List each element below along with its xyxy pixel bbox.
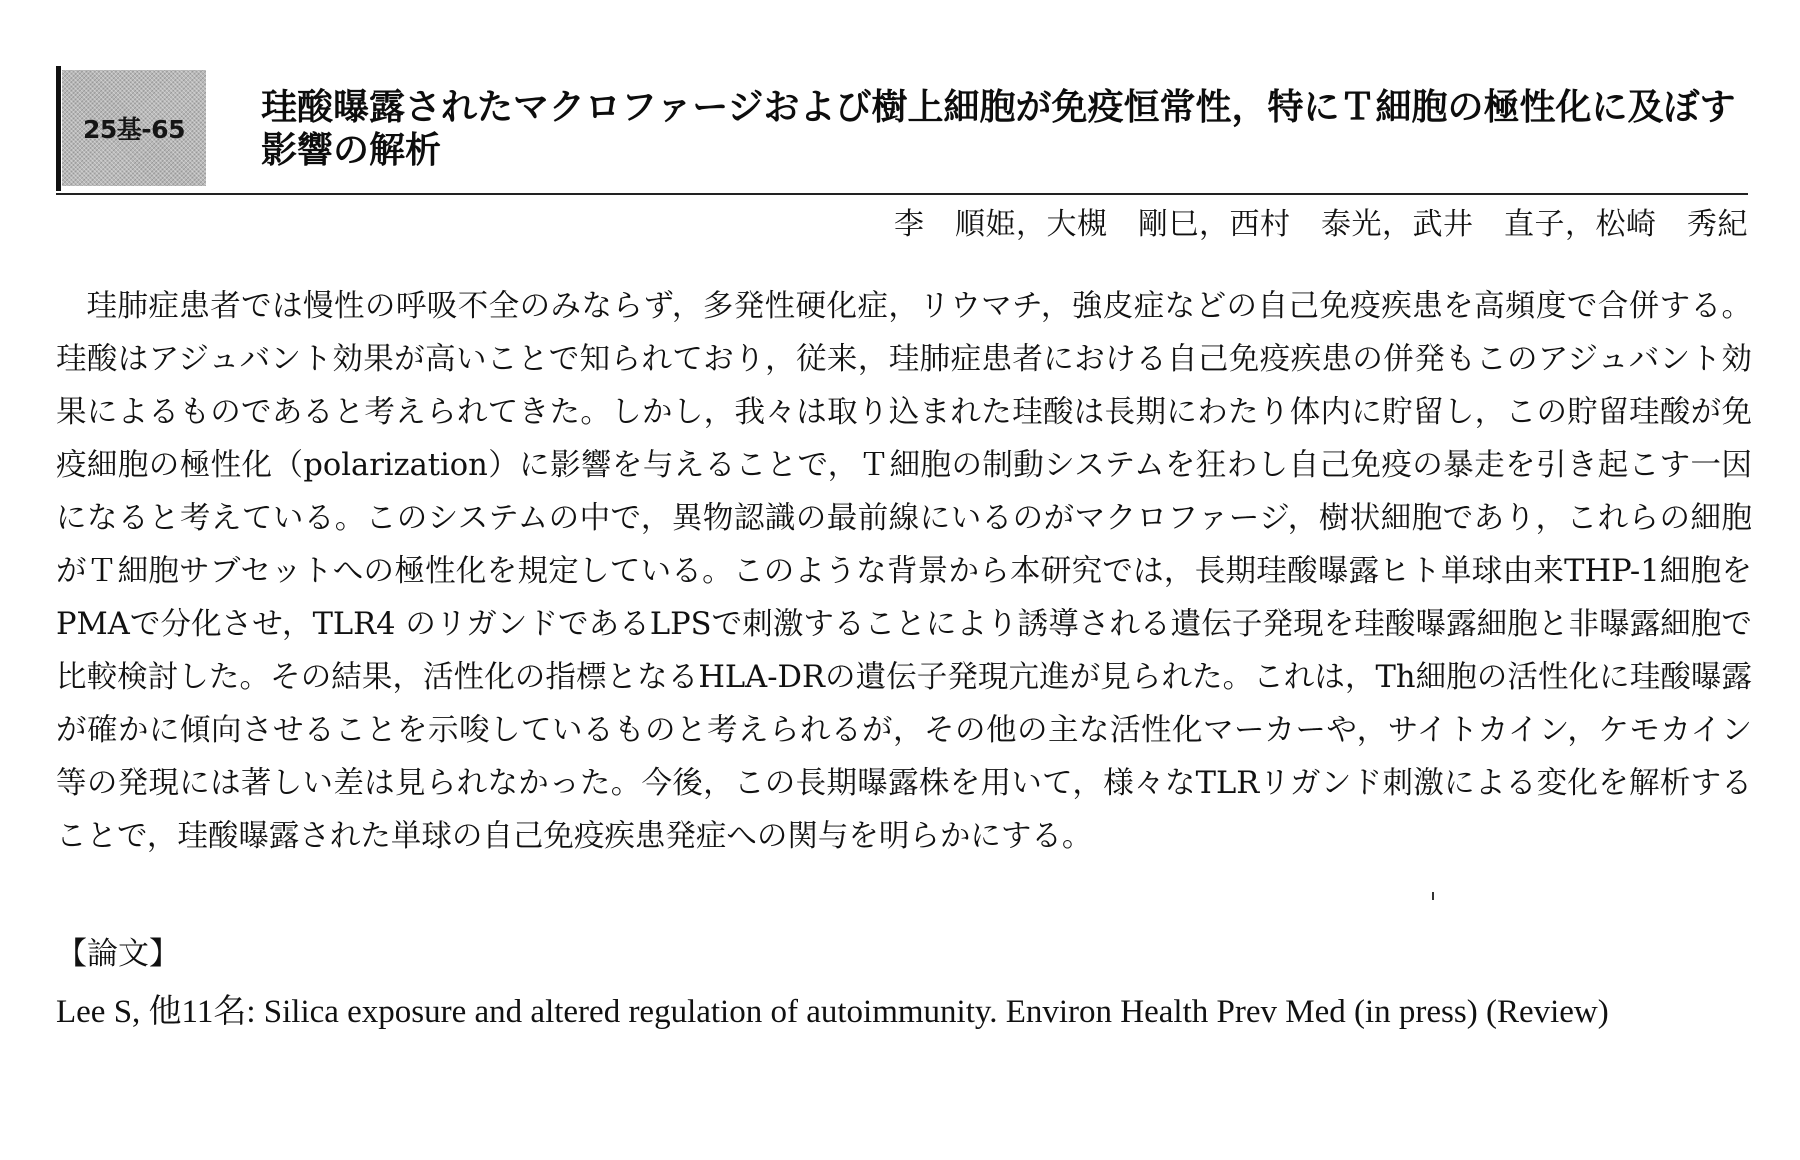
report-title: 珪酸曝露されたマクロファージおよび樹上細胞が免疫恒常性，特にＴ細胞の極性化に及ぼす影響の解析	[261, 87, 1736, 171]
id-accent-bar	[56, 66, 61, 191]
publications-heading: 【論文】	[56, 936, 180, 972]
report-id-box	[62, 70, 206, 186]
title-divider	[56, 193, 1748, 195]
abstract-body: 珪肺症患者では慢性の呼吸不全のみならず，多発性硬化症，リウマチ，強皮症などの自己免疫疾患を高頻度で合併する。珪酸はアジュバント効果が高いことで知られており，従来，珪肺症患者における自己免疫疾患の併発もこのアジュバント効果によるものであると考えられてきた。しかし，我々は取り込まれた珪酸は長期にわたり体内に貯留し，この貯留珪酸が免疫細胞の極性化（polarization）に影響を与えることで，Ｔ細胞の制動システムを狂わし自己免疫の暴走を引き起こす一因になると考えている。このシステムの中で，異物認識の最前線にいるのがマクロファージ，樹状細胞であり，これらの細胞がＴ細胞サブセットへの極性化を規定している。このような背景から本研究では，長期珪酸曝露ヒト単球由来THP-1細胞をPMAで分化させ，TLR4 のリガンドであるLPSで刺激することにより誘導される遺伝子発現を珪酸曝露細胞と非曝露細胞で比較検討した。その結果，活性化の指標となるHLA-DRの遺伝子発現亢進が見られた。これは，Th細胞の活性化に珪酸曝露が確かに傾向させることを示唆しているものと考えられるが，その他の主な活性化マーカーや，サイトカイン，ケモカイン等の発現には著しい差は見られなかった。今後，この長期曝露株を用いて，様々なTLRリガンド刺激による変化を解析することで，珪酸曝露された単球の自己免疫疾患発症への関与を明らかにする。	[56, 289, 1752, 854]
scan-artifact	[1432, 892, 1434, 900]
report-header	[56, 66, 1748, 192]
report-id: 25基-65	[83, 115, 185, 144]
publication-reference: Lee S, 他11名: Silica exposure and altered regulation of autoimmunity. Environ Health Prev Med (in press) (Review)	[56, 994, 1609, 1030]
author-list: 李 順姫，大槻 剛巳，西村 泰光，武井 直子，松崎 秀紀	[894, 207, 1748, 242]
